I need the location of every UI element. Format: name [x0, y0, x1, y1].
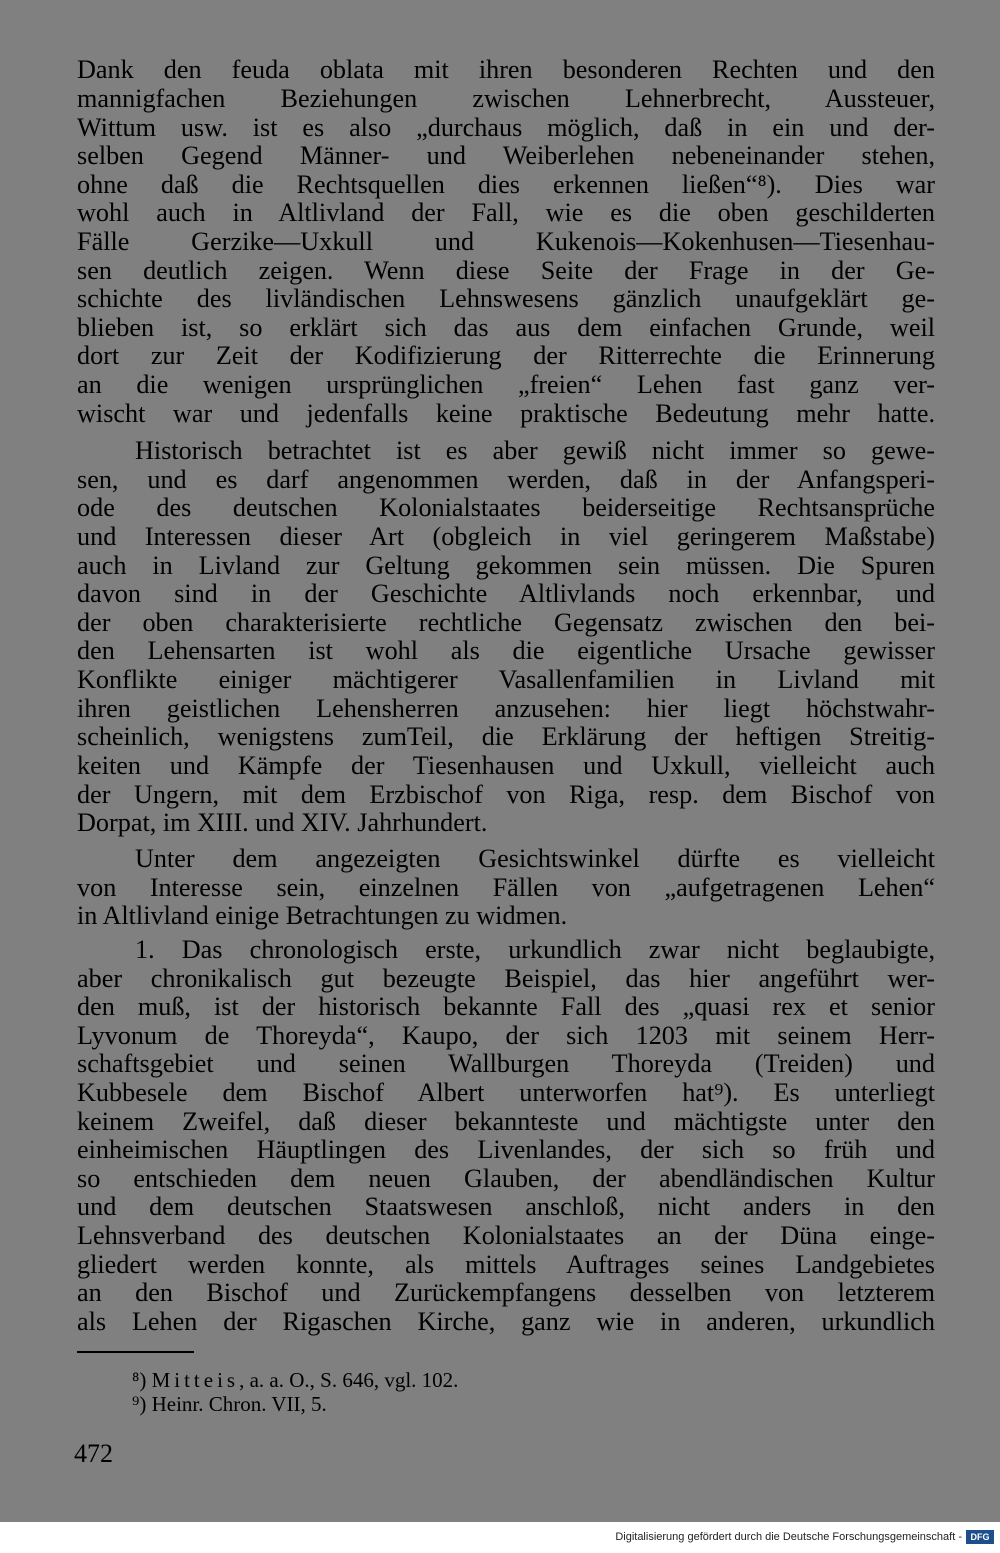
page-number: 472 [74, 1439, 113, 1468]
body-line: davon sind in der Geschichte Altlivlands noch erkennbar, und [77, 579, 935, 608]
body-line: 1. Das chronologisch erste, urkundlich zwar nicht beglaubigte, [135, 935, 935, 964]
body-line: Historisch betrachtet ist es aber gewiß nicht immer so gewe- [135, 436, 935, 465]
body-line: einheimischen Häuptlingen des Livenlandes, der sich so früh und [77, 1135, 935, 1164]
body-line: Konflikte einiger mächtigerer Vasallenfamilien in Livland mit [77, 665, 935, 694]
body-line: Dorpat, im XIII. und XIV. Jahrhundert. [77, 808, 488, 837]
body-line: schaftsgebiet und seinen Wallburgen Thoreyda (Treiden) und [77, 1049, 935, 1078]
body-line: schichte des livländischen Lehnswesens gänzlich unaufgeklärt ge- [77, 284, 935, 313]
body-line: scheinlich, wenigstens zumTeil, die Erklärung der heftigen Streitig- [77, 722, 935, 751]
body-line: Kubbesele dem Bischof Albert unterworfen hat⁹). Es unterliegt [77, 1078, 935, 1107]
body-line: den muß, ist der historisch bekannte Fall des „quasi rex et senior [77, 992, 935, 1021]
footnote-text: Heinr. Chron. VII, 5. [151, 1392, 327, 1416]
body-line: als Lehen der Rigaschen Kirche, ganz wie in anderen, urkundlich [77, 1307, 935, 1336]
body-line: ode des deutschen Kolonialstaates beiderseitige Rechtsansprüche [77, 493, 935, 522]
body-line: mannigfachen Beziehungen zwischen Lehnerbrecht, Aussteuer, [77, 84, 935, 113]
body-line: keinem Zweifel, daß dieser bekannteste und mächtigste unter den [77, 1107, 935, 1136]
body-line: ihren geistlichen Lehensherren anzusehen: hier liegt höchstwahr- [77, 694, 935, 723]
body-line: an den Bischof und Zurückempfangens desselben von letzterem [77, 1278, 935, 1307]
body-line: der oben charakterisierte rechtliche Gegensatz zwischen den bei- [77, 608, 935, 637]
body-line: ohne daß die Rechtsquellen dies erkennen ließen“⁸). Dies war [77, 170, 935, 199]
body-line: aber chronikalisch gut bezeugte Beispiel, das hier angeführt wer- [77, 964, 935, 993]
body-line: so entschieden dem neuen Glauben, der abendländischen Kultur [77, 1164, 935, 1193]
body-line: Lehnsverband des deutschen Kolonialstaates an der Düna einge- [77, 1221, 935, 1250]
footnote-text: , a. a. O., S. 646, vgl. 102. [239, 1368, 459, 1392]
body-line: sen, und es darf angenommen werden, daß in der Anfangsperi- [77, 465, 935, 494]
body-line: Wittum usw. ist es also „durchaus möglich, daß in ein und der- [77, 113, 935, 142]
body-line: und dem deutschen Staatswesen anschloß, nicht anders in den [77, 1192, 935, 1221]
body-line: den Lehensarten ist wohl als die eigentliche Ursache gewisser [77, 636, 935, 665]
body-line: gliedert werden konnte, als mittels Auftrages seines Landgebietes [77, 1250, 935, 1279]
body-line: wischt war und jedenfalls keine praktische Bedeutung mehr hatte. [77, 399, 935, 428]
body-line: sen deutlich zeigen. Wenn diese Seite der Frage in der Ge- [77, 256, 935, 285]
footnote-marker: ⁹) [132, 1392, 147, 1416]
body-line: Unter dem angezeigten Gesichtswinkel dürfte es vielleicht [135, 844, 935, 873]
body-line: in Altlivland einige Betrachtungen zu widmen. [77, 901, 568, 930]
dfg-logo-icon: DFG [966, 1530, 994, 1544]
footnote-marker: ⁸) [132, 1368, 147, 1392]
body-line: der Ungern, mit dem Erzbischof von Riga, resp. dem Bischof von [77, 780, 935, 809]
body-line: blieben ist, so erklärt sich das aus dem einfachen Grunde, weil [77, 313, 935, 342]
body-line: keiten und Kämpfe der Tiesenhausen und Uxkull, vielleicht auch [77, 751, 935, 780]
body-line: dort zur Zeit der Kodifizierung der Ritterrechte die Erinnerung [77, 341, 935, 370]
body-line: Fälle Gerzike—Uxkull und Kukenois—Kokenhusen—Tiesenhau- [77, 227, 935, 256]
body-line: Lyvonum de Thoreyda“, Kaupo, der sich 1203 mit seinem Herr- [77, 1021, 935, 1050]
footnote-author: Mitteis [151, 1368, 240, 1392]
body-line: und Interessen dieser Art (obgleich in viel geringerem Maßstabe) [77, 522, 935, 551]
footnote-8 [132, 1368, 458, 1392]
body-line: wohl auch in Altlivland der Fall, wie es die oben geschilderten [77, 198, 935, 227]
footer-credit: Digitalisierung gefördert durch die Deutsche Forschungsgemeinschaft - [615, 1531, 962, 1543]
footnote-9 [132, 1392, 327, 1416]
body-line: auch in Livland zur Geltung gekommen sein müssen. Die Spuren [77, 551, 935, 580]
digitization-footer [0, 1522, 1000, 1553]
body-line: selben Gegend Männer- und Weiberlehen nebeneinander stehen, [77, 141, 935, 170]
footnote-divider [77, 1351, 194, 1353]
body-line: Dank den feuda oblata mit ihren besonderen Rechten und den [77, 55, 935, 84]
body-line: von Interesse sein, einzelnen Fällen von „aufgetragenen Lehen“ [77, 873, 935, 902]
body-line: an die wenigen ursprünglichen „freien“ Lehen fast ganz ver- [77, 370, 935, 399]
